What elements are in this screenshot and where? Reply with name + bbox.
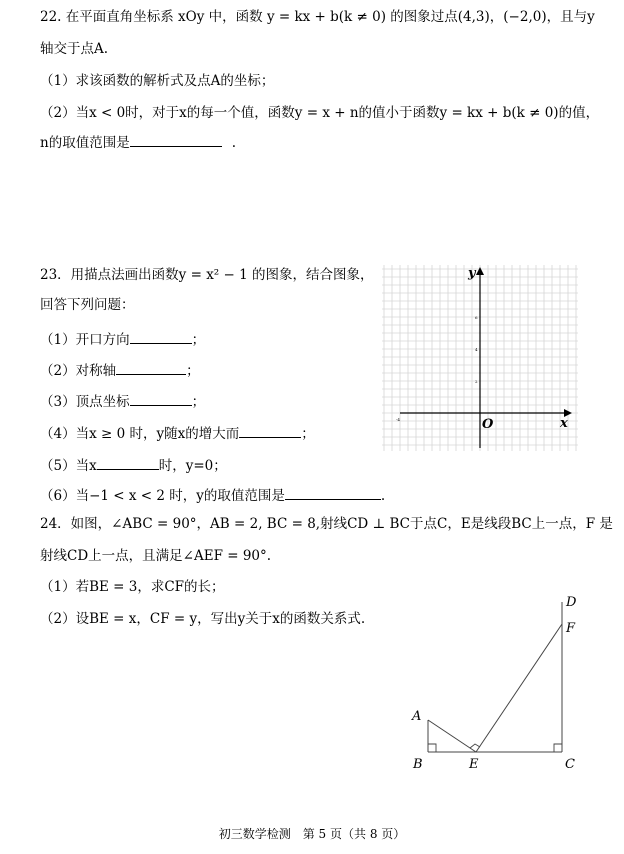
q24-line1: 24．如图，∠ABC = 90°，AB = 2, BC = 8,射线CD ⊥ BC于点C，E是线段BC上一点，F 是	[40, 516, 613, 532]
page-footer: 初三数学检测 第 5 页（共 8 页）	[218, 827, 406, 841]
q23-p6	[40, 485, 385, 505]
answer-blank[interactable]	[130, 132, 222, 147]
q23-p1-text: （1）开口方向	[40, 332, 130, 348]
q24-line2: 射线CD上一点，且满足∠AEF = 90°.	[40, 548, 272, 564]
q23-p4-text: （4）当x ≥ 0 时，y随x的增大而	[40, 426, 240, 442]
q23-p6-end: .	[380, 488, 386, 504]
q22-part2-suffix: .	[231, 135, 236, 151]
q23-p3	[40, 391, 205, 411]
y-tick-4: 4	[475, 347, 478, 352]
q22-line2: 轴交于点A.	[40, 41, 109, 57]
x-axis-label: x	[560, 416, 568, 431]
label-C: C	[565, 757, 575, 772]
x-tick-minus4: -4	[396, 417, 400, 422]
q23-p4-end: ；	[301, 426, 315, 442]
segment-EF	[476, 624, 562, 752]
segment-AE	[428, 720, 476, 752]
q23-p1	[40, 329, 205, 349]
origin-label: O	[482, 417, 494, 432]
y-axis-arrow	[476, 267, 484, 275]
q22-part2-line2	[40, 132, 236, 152]
answer-blank[interactable]	[130, 391, 192, 406]
q23-p2	[40, 360, 200, 380]
label-E: E	[469, 757, 479, 772]
label-D: D	[566, 595, 577, 610]
q22-part2-line1: （2）当x < 0时，对于x的每一个值，函数y = x + n的值小于函数y = kx + b(k ≠ 0)的值，	[40, 105, 600, 121]
answer-blank[interactable]	[116, 360, 186, 375]
label-B: B	[413, 757, 423, 772]
q23-p6-text: （6）当−1 < x < 2 时，y的取值范围是	[40, 488, 285, 504]
q22-line1: 22. 在平面直角坐标系 xOy 中，函数 y = kx + b(k ≠ 0) 的图象过点(4,3)，(−2,0)，且与y	[40, 9, 595, 25]
q22-part1: （1）求该函数的解析式及点A的坐标；	[40, 73, 275, 89]
q23-p5-text: （5）当x	[40, 458, 97, 474]
q23-line1: 23．用描点法画出函数y = x² − 1 的图象，结合图象，	[40, 267, 374, 283]
right-angle-C	[554, 744, 562, 752]
label-A: A	[412, 709, 422, 724]
q23-p2-text: （2）对称轴	[40, 363, 117, 379]
answer-blank[interactable]	[285, 485, 381, 500]
q23-p5-end: 时，y=0；	[158, 458, 227, 474]
y-axis-label: y	[468, 266, 476, 281]
q23-p3-end: ；	[191, 394, 206, 410]
y-tick-6: 6	[475, 315, 478, 320]
q23-p2-end: ；	[186, 363, 200, 379]
q23-p5	[40, 455, 227, 475]
right-angle-B	[428, 744, 436, 752]
answer-blank[interactable]	[130, 329, 192, 344]
q24-part1: （1）若BE = 3，求CF的长；	[40, 579, 225, 595]
q22-part2-prefix: n的取值范围是	[40, 135, 130, 151]
q23-p3-text: （3）顶点坐标	[40, 394, 130, 410]
answer-blank[interactable]	[239, 423, 301, 438]
q24-part2: （2）设BE = x，CF = y，写出y关于x的函数关系式.	[40, 611, 366, 627]
answer-blank[interactable]	[97, 455, 159, 470]
q23-coordinate-grid	[380, 263, 580, 453]
q24-geometry-figure	[400, 590, 600, 780]
label-F: F	[566, 621, 576, 636]
q23-p4	[40, 423, 315, 443]
q23-p1-end: ；	[191, 332, 206, 348]
q23-line2: 回答下列问题：	[40, 297, 135, 313]
y-tick-2: 2	[475, 379, 478, 384]
